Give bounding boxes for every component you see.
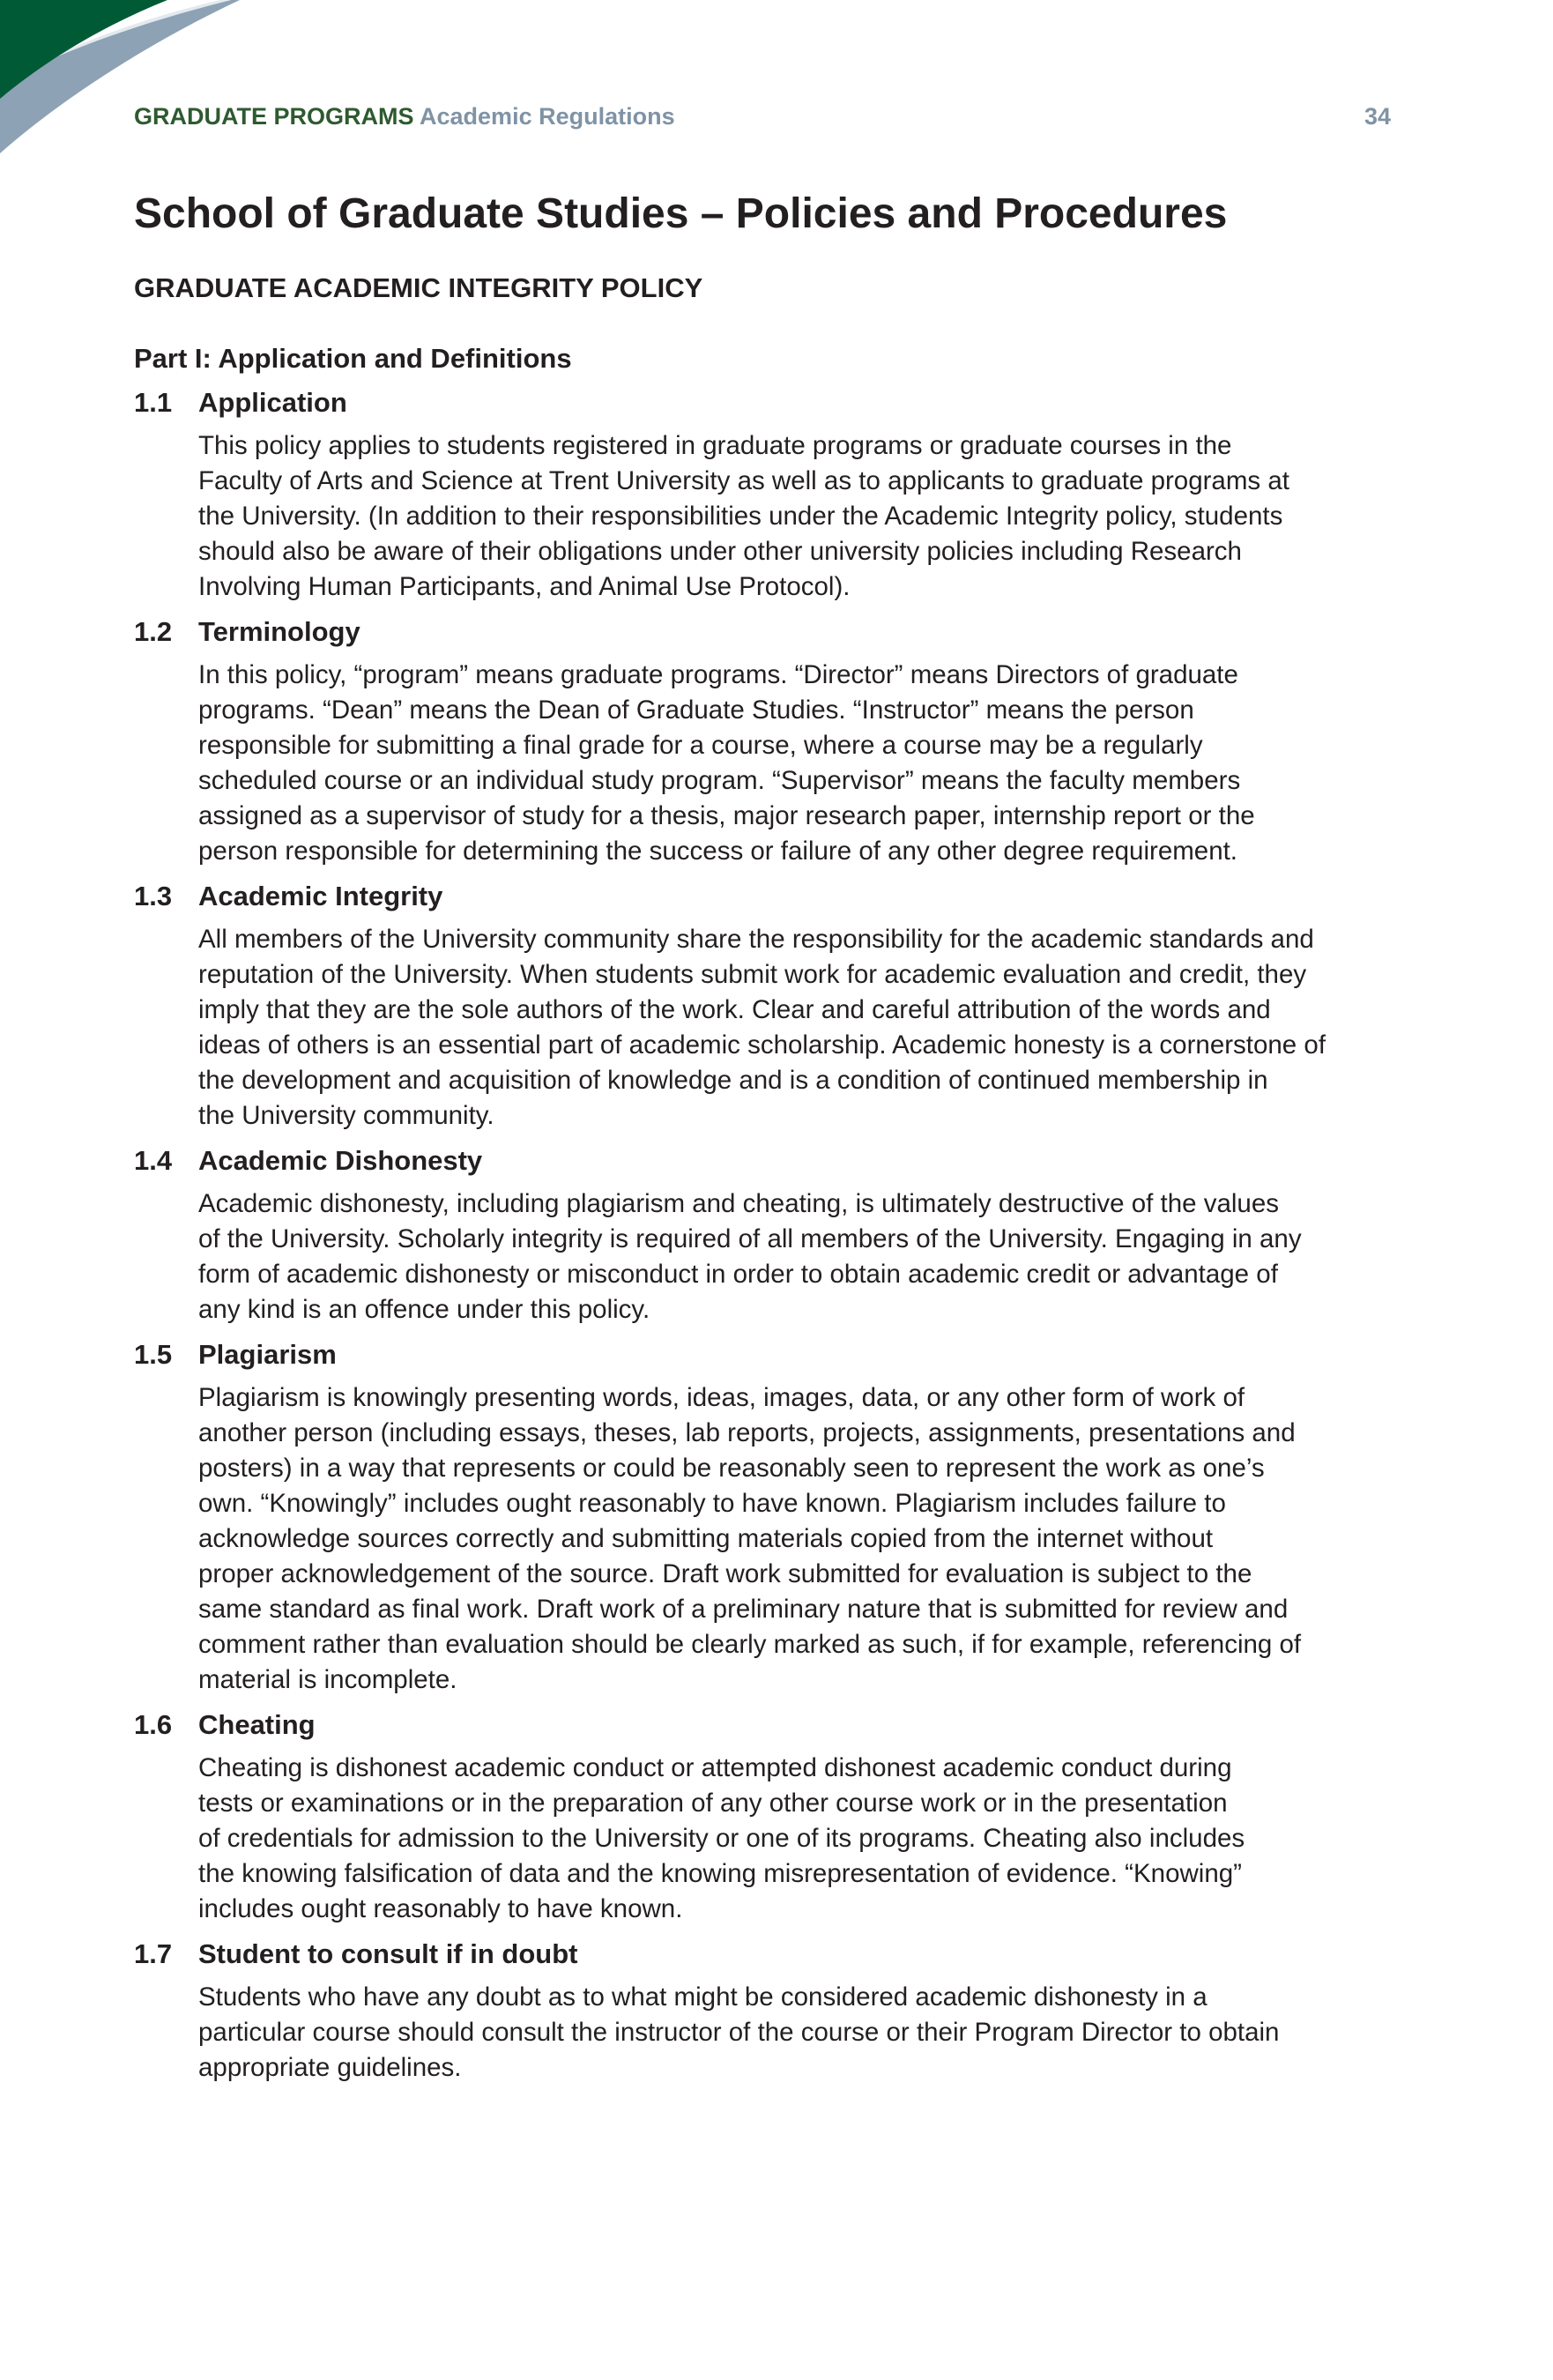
section-body: All members of the University community share the responsibility for the academic standards and reputation of the University. When students submit work for academic evaluation and credit, they imply that they are the sole authors of the work. Clear and careful attribution of the words and ideas of others is an essential part of academic scholarship. Academic honesty is a cornerstone of the development and acquisition of knowledge and is a condition of continued membership in the University community. bbox=[198, 925, 1326, 1130]
section-title: Student to consult if in doubt bbox=[198, 1938, 578, 1969]
section-number: 1.5 bbox=[134, 1339, 173, 1370]
page-number: 34 bbox=[1364, 103, 1391, 130]
section-heading bbox=[134, 876, 1421, 917]
policy-sections bbox=[134, 383, 1421, 2093]
corner-decoration bbox=[0, 0, 264, 176]
section-cheating bbox=[134, 1705, 1421, 1927]
section-number: 1.2 bbox=[134, 616, 173, 647]
section-title: Terminology bbox=[198, 616, 360, 647]
part-heading: Part I: Application and Definitions bbox=[134, 343, 572, 374]
section-heading bbox=[134, 1335, 1421, 1375]
running-header-section: Academic Regulations bbox=[420, 103, 675, 130]
section-title: Cheating bbox=[198, 1709, 316, 1740]
section-number: 1.4 bbox=[134, 1145, 173, 1176]
section-title: Plagiarism bbox=[198, 1339, 337, 1370]
section-heading bbox=[134, 1705, 1421, 1745]
section-terminology bbox=[134, 612, 1421, 869]
section-title: Academic Dishonesty bbox=[198, 1145, 483, 1176]
section-body: Plagiarism is knowingly presenting words, ideas, images, data, or any other form of work of another person (including essays, theses, lab reports, projects, assignments, presentations and posters) in a way that represents or could be reasonably seen to represent the work as one’s own. “Knowingly” includes ought reasonably to have known. Plagiarism includes failure to acknowledge sources correctly and submitting materials copied from the internet without proper acknowledgement of the source. Draft work submitted for evaluation is subject to the same standard as final work. Draft work of a preliminary nature that is submitted for review and comment rather than evaluation should be clearly marked as such, if for example, referencing of material is incomplete. bbox=[198, 1383, 1302, 1694]
section-body: Cheating is dishonest academic conduct or attempted dishonest academic conduct during tests or examinations or in the preparation of any other course work or in the presentation of credentials for admission to the University or one of its programs. Cheating also includes the knowing falsification of data and the knowing misrepresentation of evidence. “Knowing” includes ought reasonably to have known. bbox=[198, 1753, 1245, 1923]
section-title: Academic Integrity bbox=[198, 881, 443, 911]
section-title: Application bbox=[198, 387, 347, 418]
section-body: This policy applies to students registered in graduate programs or graduate courses in the Faculty of Arts and Science at Trent University as well as to applicants to graduate programs at the University. (In addition to their responsibilities under the Academic Integrity policy, students should also be aware of their obligations under other university policies including Research Involving Human Participants, and Animal Use Protocol). bbox=[198, 431, 1289, 601]
section-plagiarism bbox=[134, 1335, 1421, 1698]
section-body: Academic dishonesty, including plagiarism and cheating, is ultimately destructive of the values of the University. Scholarly integrity is required of all members of the University. Engaging in any form of academic dishonesty or misconduct in order to obtain academic credit or advantage of any kind is an offence under this policy. bbox=[198, 1189, 1302, 1324]
running-header-program: GRADUATE PROGRAMS bbox=[134, 103, 414, 130]
page-title: School of Graduate Studies – Policies and Procedures bbox=[134, 190, 1228, 237]
section-number: 1.7 bbox=[134, 1938, 173, 1969]
section-consult-if-in-doubt bbox=[134, 1934, 1421, 2086]
section-number: 1.1 bbox=[134, 387, 173, 418]
section-heading bbox=[134, 1934, 1421, 1975]
section-academic-dishonesty bbox=[134, 1141, 1421, 1328]
section-number: 1.3 bbox=[134, 881, 173, 911]
section-heading bbox=[134, 383, 1421, 423]
section-application bbox=[134, 383, 1421, 605]
policy-title: GRADUATE ACADEMIC INTEGRITY POLICY bbox=[134, 272, 703, 303]
section-body: In this policy, “program” means graduate programs. “Director” means Directors of graduate programs. “Dean” means the Dean of Graduate Studies. “Instructor” means the person responsible for submitting a final grade for a course, where a course may be a regularly scheduled course or an individual study program. “Supervisor” means the faculty members assigned as a supervisor of study for a thesis, major research paper, internship report or the person responsible for determining the success or failure of any other degree requirement. bbox=[198, 660, 1255, 866]
running-header bbox=[134, 99, 675, 134]
section-heading bbox=[134, 1141, 1421, 1181]
section-body: Students who have any doubt as to what might be considered academic dishonesty in a particular course should consult the instructor of the course or their Program Director to obtain appropriate guidelines. bbox=[198, 1982, 1280, 2082]
section-academic-integrity bbox=[134, 876, 1421, 1134]
section-heading bbox=[134, 612, 1421, 652]
section-number: 1.6 bbox=[134, 1709, 173, 1740]
